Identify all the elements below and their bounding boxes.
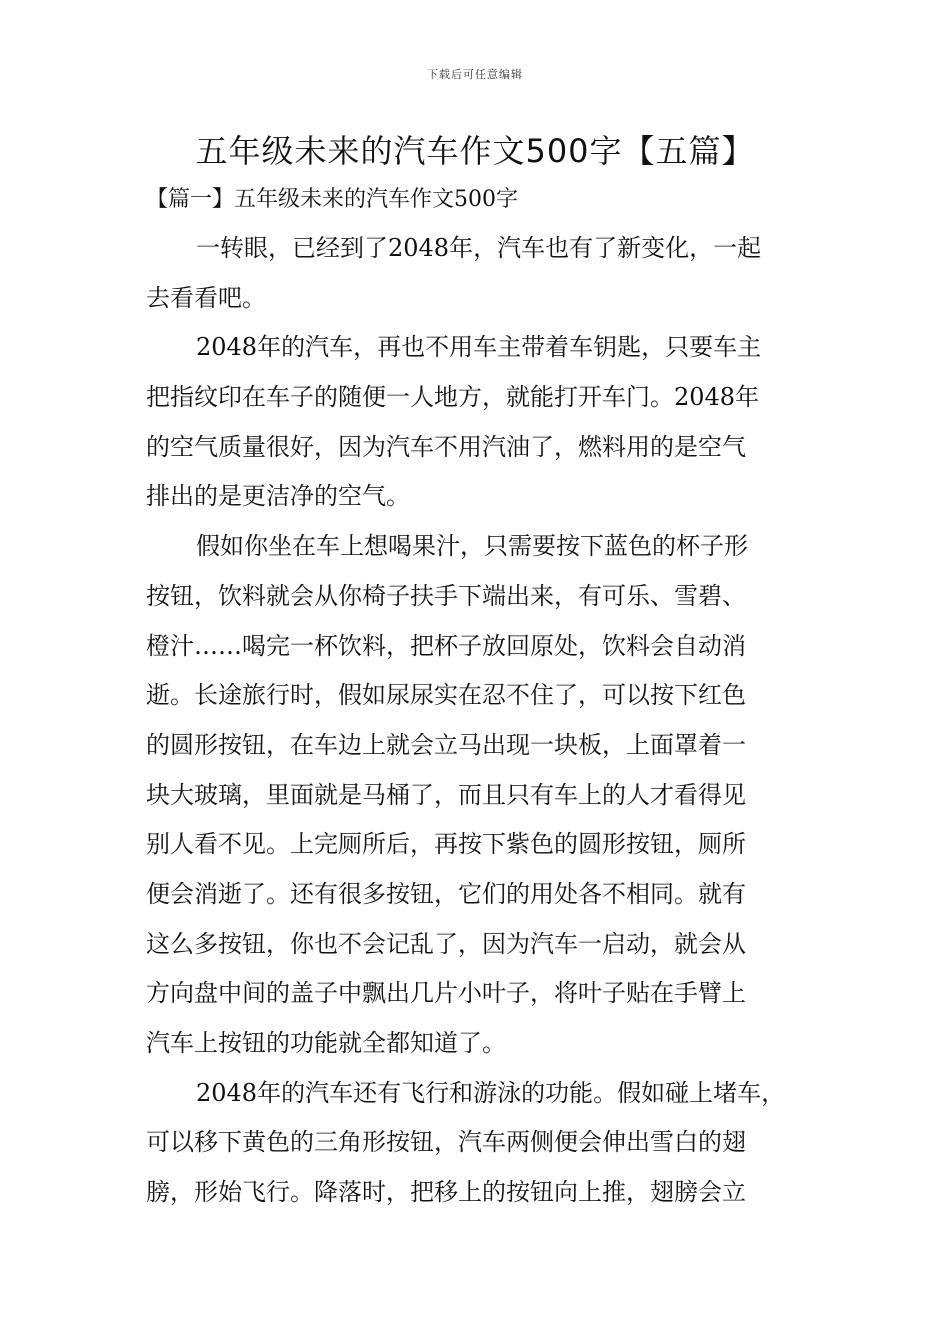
text-line: 的圆形按钮，在车边上就会立马出现一块板，上面罩着一 [146, 730, 746, 759]
text-line: 2048年的汽车还有飞行和游泳的功能。假如碰上堵车， [196, 1078, 786, 1107]
header-note: 下载后可任意编辑 [427, 68, 523, 81]
text-line: 方向盘中间的盖子中飘出几片小叶子，将叶子贴在手臂上 [146, 979, 746, 1008]
essay-body [146, 224, 808, 1218]
text-line: 块大玻璃，里面就是马桶了，而且只有车上的人才看得见 [146, 780, 746, 809]
text-line: 这么多按钮，你也不会记乱了，因为汽车一启动，就会从 [146, 929, 746, 958]
text-line: 膀，形始飞行。降落时，把移上的按钮向上推，翅膀会立 [146, 1178, 746, 1207]
text-line: 橙汁……喝完一杯饮料，把杯子放回原处，饮料会自动消 [146, 631, 746, 660]
text-line: 把指纹印在车子的随便一人地方，就能打开车门。2048年 [146, 383, 760, 412]
text-line: 逝。长途旅行时，假如尿尿实在忍不住了，可以按下红色 [146, 681, 746, 710]
text-line: 便会消逝了。还有很多按钮，它们的用处各不相同。就有 [146, 879, 746, 908]
text-line: 汽车上按钮的功能就全都知道了。 [146, 1029, 506, 1057]
document-title: 五年级未来的汽车作文500字【五篇】 [195, 132, 755, 170]
text-line: 去看看吧。 [146, 283, 266, 312]
section-heading: 【篇一】五年级未来的汽车作文500字 [146, 187, 518, 212]
text-line: 别人看不见。上完厕所后，再按下紫色的圆形按钮，厕所 [146, 830, 746, 859]
text-line: 假如你坐在车上想喝果汁，只需要按下蓝色的杯子形 [196, 532, 748, 561]
text-line: 2048年的汽车，再也不用车主带着车钥匙，只要车主 [196, 333, 762, 362]
text-line: 排出的是更洁净的空气。 [146, 482, 410, 511]
text-line: 一转眼，已经到了2048年，汽车也有了新变化，一起 [196, 234, 762, 262]
text-line: 按钮，饮料就会从你椅子扶手下端出来，有可乐、雪碧、 [146, 581, 746, 610]
text-line: 可以移下黄色的三角形按钮，汽车两侧便会伸出雪白的翅 [146, 1128, 746, 1157]
text-line: 的空气质量很好，因为汽车不用汽油了，燃料用的是空气 [146, 432, 746, 461]
